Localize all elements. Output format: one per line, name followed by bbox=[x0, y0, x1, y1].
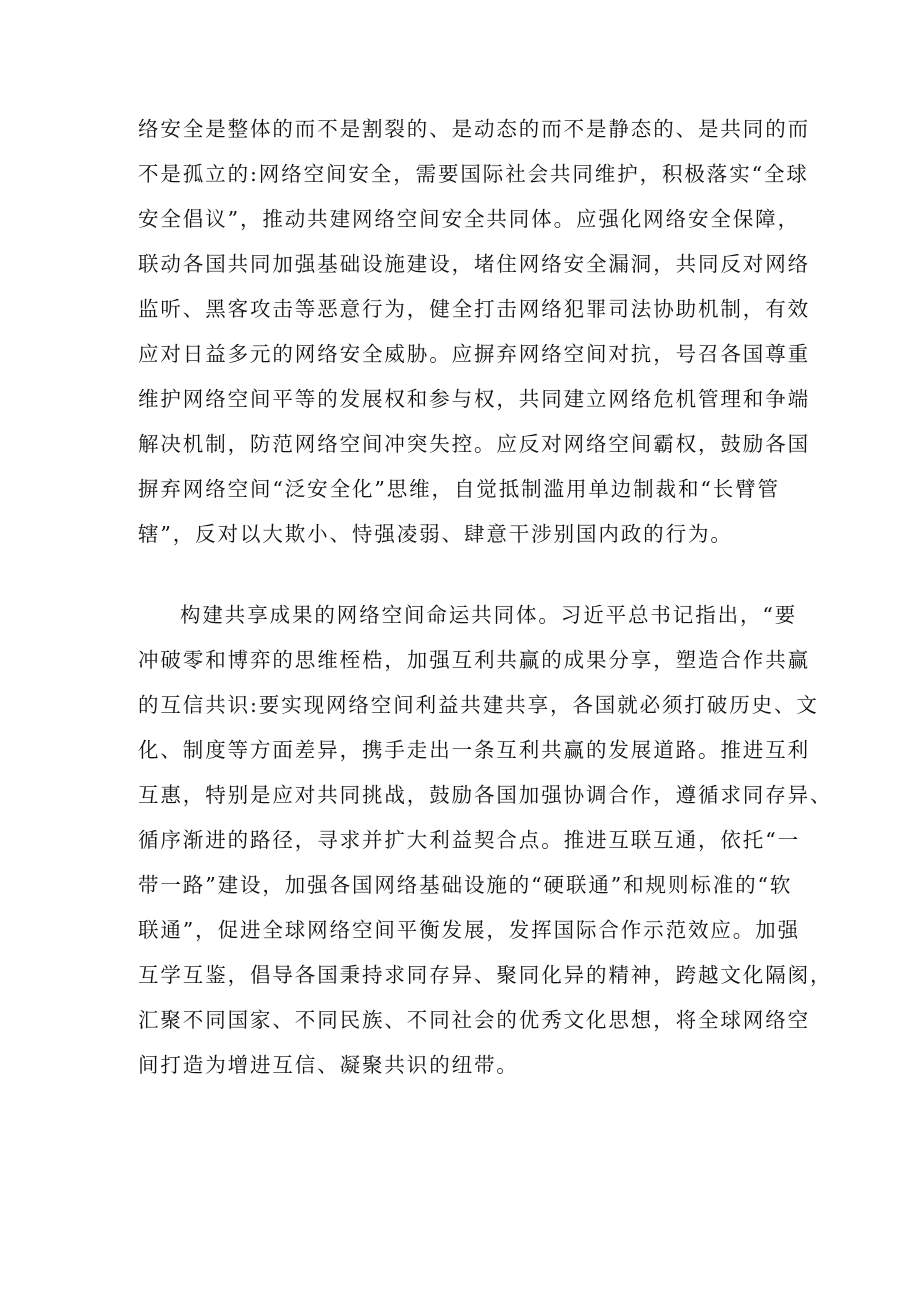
paragraph-network-security bbox=[138, 107, 810, 557]
text-line: 冲破零和博弈的思维桎梏，加强互利共赢的成果分享，塑造合作共赢 bbox=[138, 648, 810, 672]
text-line: 络安全是整体的而不是割裂的、是动态的而不是静态的、是共同的而 bbox=[138, 117, 810, 141]
text-line: 带一路”建设，加强各国网络基础设施的“硬联通”和规则标准的“软 bbox=[138, 873, 793, 897]
text-line: 应对日益多元的网络安全威胁。应摒弃网络空间对抗，号召各国尊重 bbox=[138, 342, 810, 366]
text-line: 化、制度等方面差异，携手走出一条互利共赢的发展道路。推进互利 bbox=[138, 738, 810, 762]
text-line: 联动各国共同加强基础设施建设，堵住网络安全漏洞，共同反对网络 bbox=[138, 252, 810, 276]
text-line: 安全倡议”，推动共建网络空间安全共同体。应强化网络安全保障， bbox=[138, 207, 800, 231]
text-line: 互惠，特别是应对共同挑战，鼓励各国加强协调合作，遵循求同存异、 bbox=[138, 783, 833, 807]
text-line: 的互信共识:要实现网络空间利益共建共享，各国就必须打破历史、文 bbox=[138, 693, 819, 717]
text-line: 循序渐进的路径，寻求并扩大利益契合点。推进互联互通，依托“一 bbox=[138, 828, 800, 852]
text-line: 互学互鉴，倡导各国秉持求同存异、聚同化异的精神，跨越文化隔阂， bbox=[138, 963, 833, 987]
text-line-first: 构建共享成果的网络空间命运共同体。习近平总书记指出，“要 bbox=[180, 603, 798, 627]
text-line: 间打造为增进互信、凝聚共识的纽带。 bbox=[138, 1053, 519, 1077]
text-line: 监听、黑客攻击等恶意行为，健全打击网络犯罪司法协助机制，有效 bbox=[138, 297, 810, 321]
text-line: 维护网络空间平等的发展权和参与权，共同建立网络危机管理和争端 bbox=[138, 387, 810, 411]
text-line: 解决机制，防范网络空间冲突失控。应反对网络空间霸权，鼓励各国 bbox=[138, 432, 810, 456]
text-line: 辖”，反对以大欺小、恃强凌弱、肆意干涉别国内政的行为。 bbox=[138, 522, 733, 546]
text-line: 摒弃网络空间“泛安全化”思维，自觉抵制滥用单边制裁和“长臂管 bbox=[138, 477, 780, 501]
text-line: 不是孤立的:网络空间安全，需要国际社会共同维护，积极落实“全球 bbox=[138, 162, 809, 186]
text-line: 联通”，促进全球网络空间平衡发展，发挥国际合作示范效应。加强 bbox=[138, 918, 800, 942]
text-line: 汇聚不同国家、不同民族、不同社会的优秀文化思想，将全球网络空 bbox=[138, 1008, 810, 1032]
paragraph-shared-results bbox=[138, 593, 833, 1088]
